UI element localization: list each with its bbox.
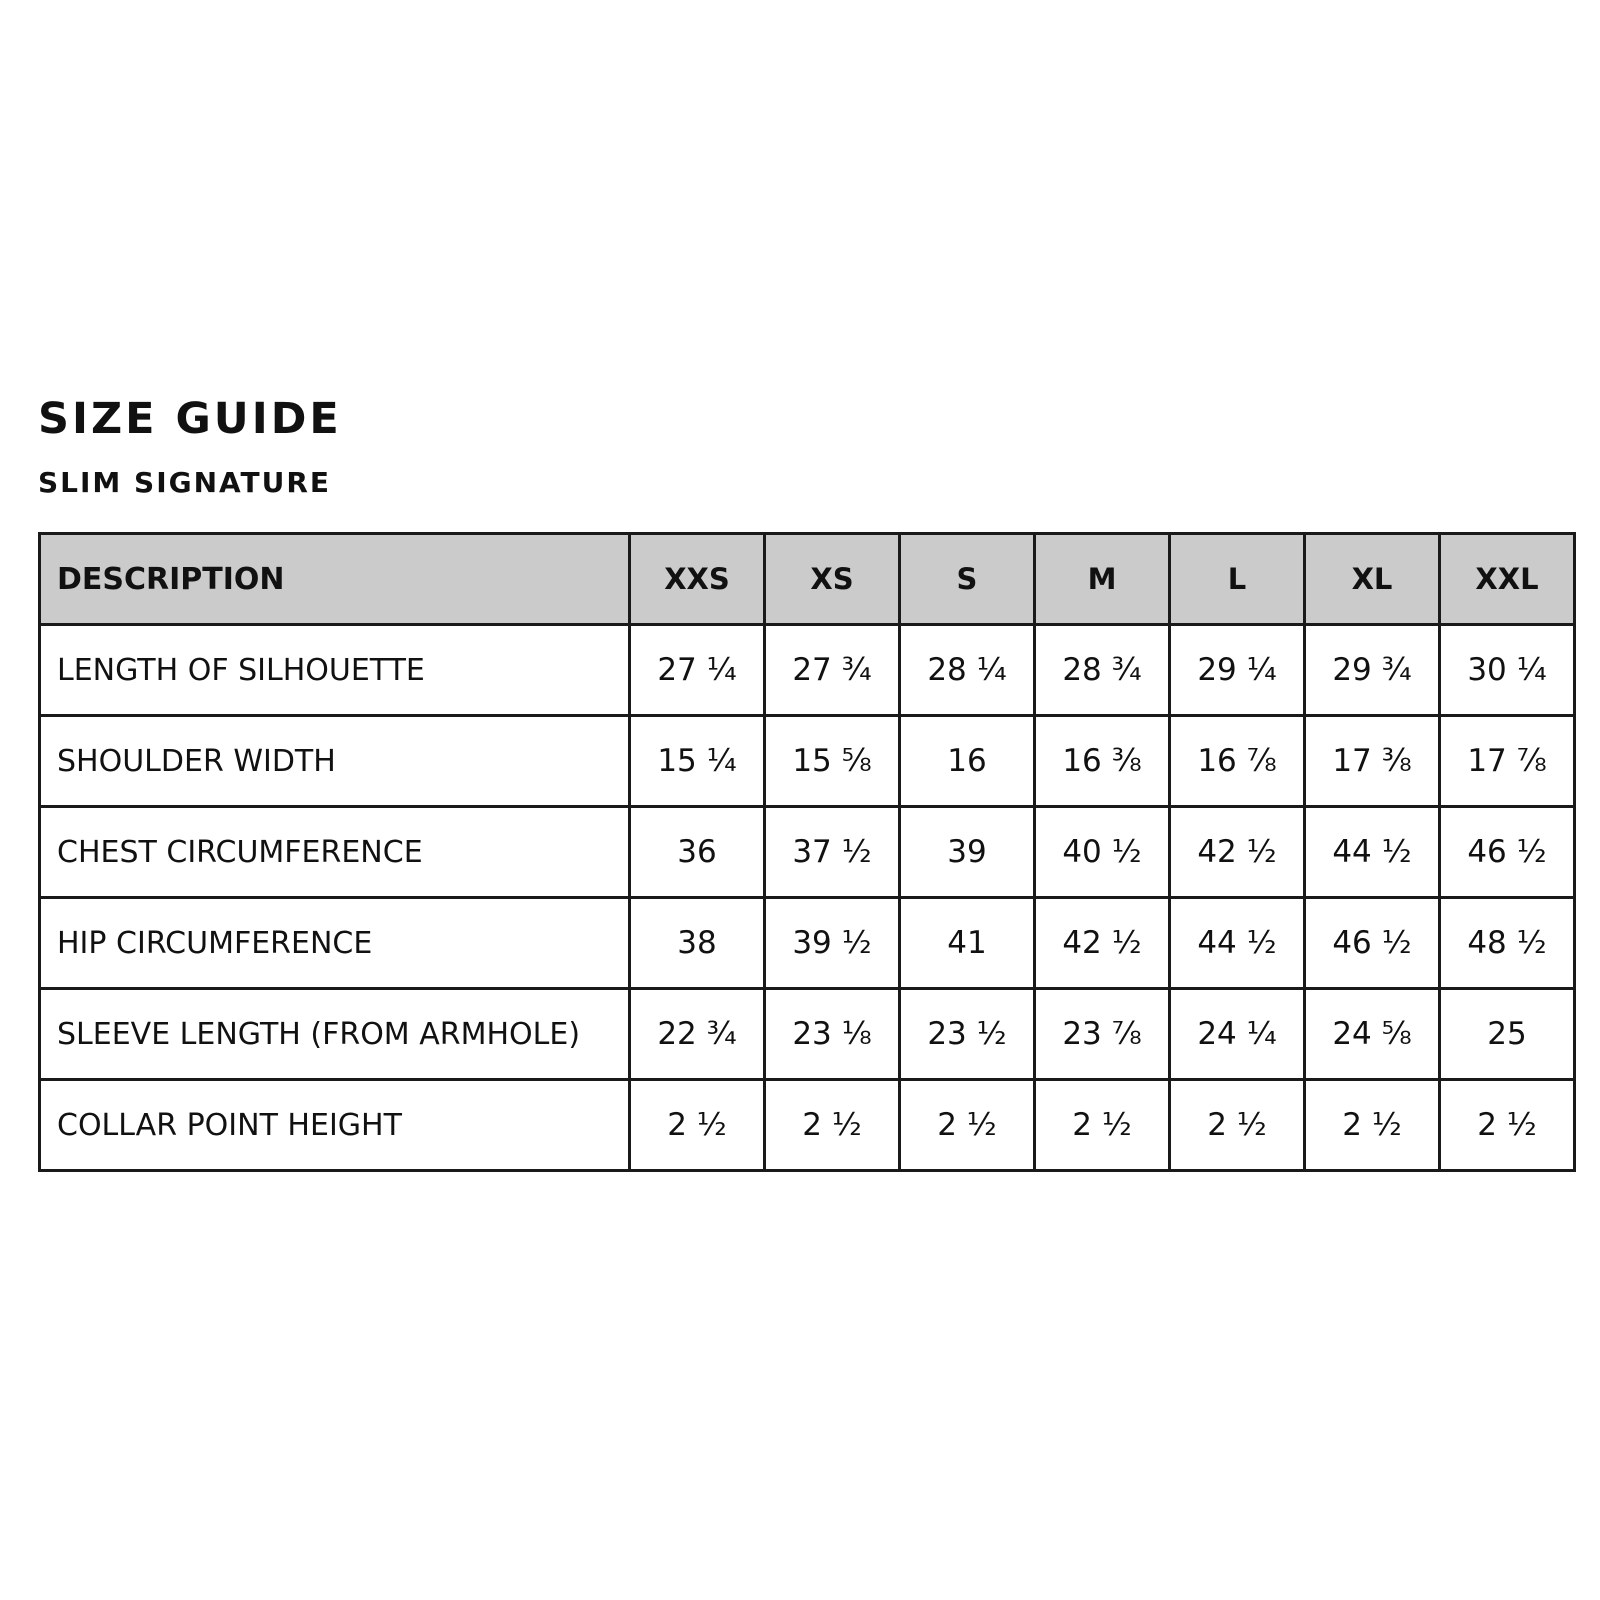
table-cell: 23 ⅛: [765, 989, 900, 1080]
column-header-xl: XL: [1305, 534, 1440, 625]
row-label: SHOULDER WIDTH: [40, 716, 630, 807]
column-header-xxs: XXS: [630, 534, 765, 625]
table-cell: 41: [900, 898, 1035, 989]
table-cell: 48 ½: [1440, 898, 1575, 989]
table-cell: 39: [900, 807, 1035, 898]
row-label: SLEEVE LENGTH (FROM ARMHOLE): [40, 989, 630, 1080]
row-label: COLLAR POINT HEIGHT: [40, 1080, 630, 1171]
table-cell: 17 ⅞: [1440, 716, 1575, 807]
table-cell: 42 ½: [1170, 807, 1305, 898]
table-cell: 27 ¾: [765, 625, 900, 716]
column-header-s: S: [900, 534, 1035, 625]
table-cell: 46 ½: [1305, 898, 1440, 989]
table-cell: 38: [630, 898, 765, 989]
table-cell: 2 ½: [1305, 1080, 1440, 1171]
column-header-m: M: [1035, 534, 1170, 625]
table-cell: 24 ⅝: [1305, 989, 1440, 1080]
table-cell: 29 ¾: [1305, 625, 1440, 716]
table-cell: 27 ¼: [630, 625, 765, 716]
table-row: [40, 625, 1575, 716]
table-cell: 42 ½: [1035, 898, 1170, 989]
table-cell: 39 ½: [765, 898, 900, 989]
table-cell: 2 ½: [1440, 1080, 1575, 1171]
table-cell: 16: [900, 716, 1035, 807]
column-header-l: L: [1170, 534, 1305, 625]
row-label: CHEST CIRCUMFERENCE: [40, 807, 630, 898]
table-cell: 29 ¼: [1170, 625, 1305, 716]
table-row: [40, 898, 1575, 989]
page-subtitle: SLIM SIGNATURE: [38, 466, 332, 499]
row-label: LENGTH OF SILHOUETTE: [40, 625, 630, 716]
table-cell: 15 ¼: [630, 716, 765, 807]
column-header-description: DESCRIPTION: [40, 534, 630, 625]
table-cell: 22 ¾: [630, 989, 765, 1080]
table-cell: 17 ⅜: [1305, 716, 1440, 807]
table-cell: 2 ½: [765, 1080, 900, 1171]
table-cell: 2 ½: [1035, 1080, 1170, 1171]
table-cell: 37 ½: [765, 807, 900, 898]
table-cell: 2 ½: [1170, 1080, 1305, 1171]
table-cell: 40 ½: [1035, 807, 1170, 898]
table-cell: 24 ¼: [1170, 989, 1305, 1080]
table-cell: 44 ½: [1305, 807, 1440, 898]
table-cell: 36: [630, 807, 765, 898]
table-cell: 28 ¼: [900, 625, 1035, 716]
table-cell: 23 ⅞: [1035, 989, 1170, 1080]
table-row: [40, 716, 1575, 807]
table-row: [40, 989, 1575, 1080]
table-cell: 23 ½: [900, 989, 1035, 1080]
table-cell: 44 ½: [1170, 898, 1305, 989]
table-row: [40, 807, 1575, 898]
table-cell: 30 ¼: [1440, 625, 1575, 716]
table-row: [40, 1080, 1575, 1171]
column-header-xs: XS: [765, 534, 900, 625]
page-title: SIZE GUIDE: [38, 394, 342, 444]
table-cell: 15 ⅝: [765, 716, 900, 807]
column-header-xxl: XXL: [1440, 534, 1575, 625]
size-guide-table: [38, 532, 1576, 1172]
table-cell: 16 ⅞: [1170, 716, 1305, 807]
table-cell: 28 ¾: [1035, 625, 1170, 716]
table-header-row: [40, 534, 1575, 625]
table-cell: 46 ½: [1440, 807, 1575, 898]
table-cell: 2 ½: [630, 1080, 765, 1171]
table-cell: 2 ½: [900, 1080, 1035, 1171]
table-cell: 25: [1440, 989, 1575, 1080]
row-label: HIP CIRCUMFERENCE: [40, 898, 630, 989]
table-cell: 16 ⅜: [1035, 716, 1170, 807]
